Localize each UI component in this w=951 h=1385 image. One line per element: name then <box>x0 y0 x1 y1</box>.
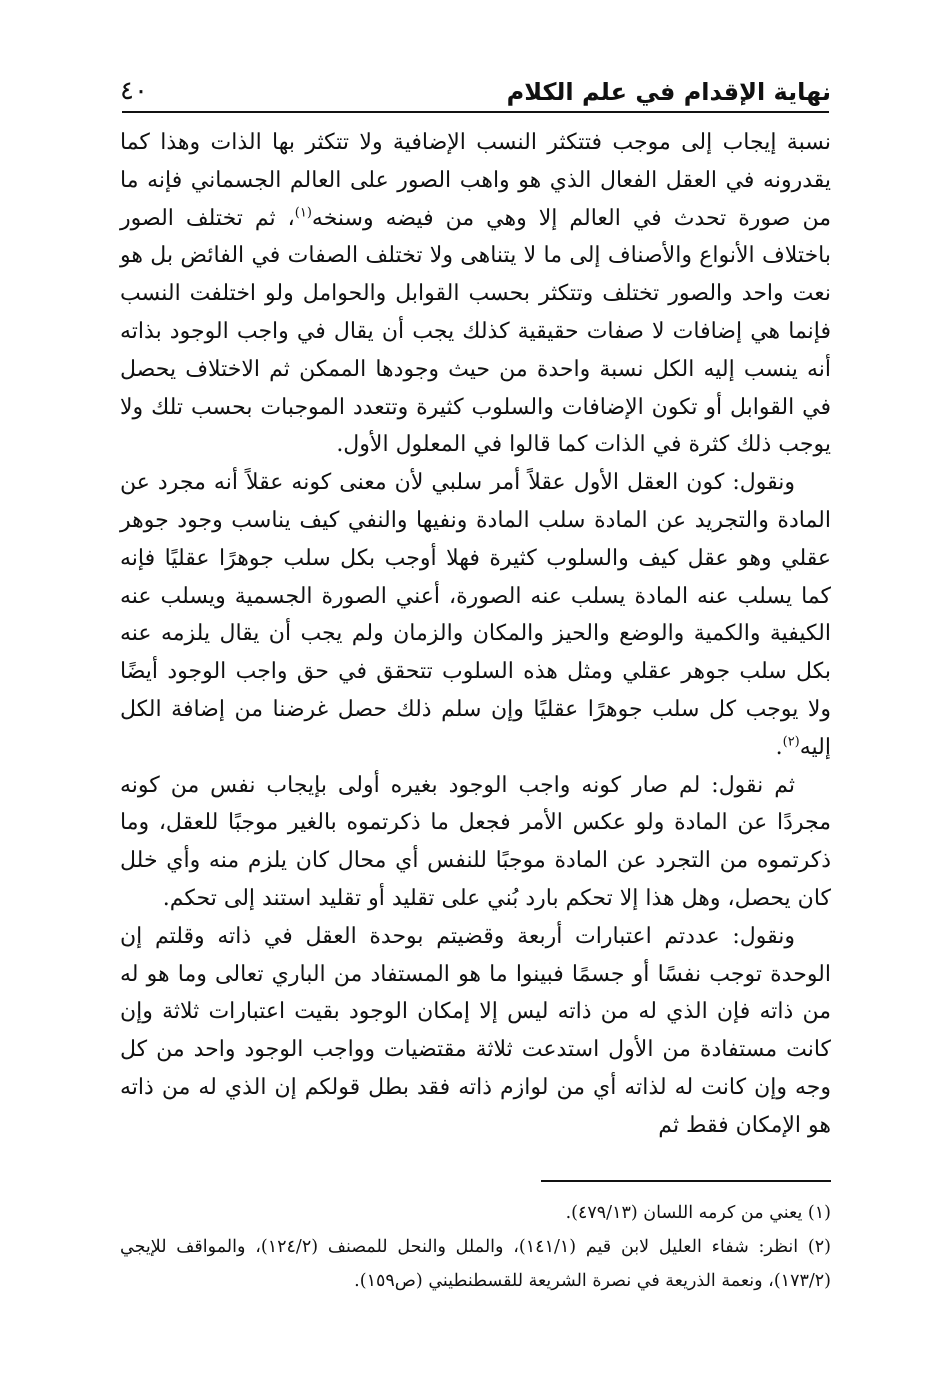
footnote-rule <box>541 1180 831 1182</box>
paragraph-3: ثم نقول: لم صار كونه واجب الوجود بغيره أولى بإيجاب نفس من كونه مجردًا عن المادة ولو عكس الأمر فجعل ما ذكرتموه بالغير موجبًا للعقل، وما ذكرتموه من التجرد عن المادة موجبًا للنفس أي محال كان يلزم منه وأي خلل كان يحصل، وهل هذا إلا تحكم بارد بُني على تقليد أو تقليد استند إلى تحكم. <box>120 772 831 911</box>
main-text <box>120 124 831 1145</box>
paragraph-1 <box>120 124 831 464</box>
paragraph-2-end: . <box>775 734 783 760</box>
paragraph-2 <box>120 464 831 766</box>
footnotes <box>120 1196 831 1298</box>
paragraph-1-text: نسبة إيجاب إلى موجب فتتكثر النسب الإضافية ولا تتكثر بها الذات وهذا كما يقدرونه في العقل الفعال الذي هو واهب الصور على العالم الجسماني فإنه ما من صورة تحدث في العالم إلا وهي من فيضه وسنخه <box>120 130 831 231</box>
footnote-ref-1: (١) <box>294 205 312 221</box>
paragraph-1-continued: ، ثم تختلف الصور باختلاف الأنواع والأصناف إلى ما لا يتناهى ولا تختلف الصفات في الفائض بل هو نعت واحد والصور تختلف وتتكثر بحسب القوابل والحوامل ولو اختلفت النسب فإنما هي إضافات لا صفات حقيقية كذلك يجب أن يقال في واجب الوجود بذاته أنه ينسب إليه الكل نسبة واحدة من حيث وجودها الممكن ثم الاختلاف يحصل في القوابل أو تكون الإضافات والسلوب كثيرة وتتعدد الموجبات بحسب تلك ولا يوجب ذلك كثرة في الذات كما قالوا في المعلول الأول. <box>120 205 831 458</box>
footnote-2: (٢) انظر: شفاء العليل لابن قيم (١٤١/١)، والملل والنحل للمصنف (١٢٤/٢)، والمواقف للإيجي (١٧٣/٢)، ونعمة الذريعة في نصرة الشريعة للقسطنطيني (ص١٥٩). <box>120 1237 831 1291</box>
paragraph-2-text: ونقول: كون العقل الأول عقلاً أمر سلبي لأن معنى كونه عقلاً أنه مجرد عن المادة والتجريد عن المادة سلب المادة ونفيها والنفي كيف يناسب وجود جوهر عقلي وهو عقل كيف والسلوب كثيرة فهلا أوجب بكل سلب جوهرًا عقليًا فإنه كما يسلب عنه المادة يسلب عنه الصورة، أعني الصورة الجسمية ويسلب عنه الكيفية والكمية والوضع والحيز والمكان والزمان ولم يجب أن يقال يلزمه عنه بكل سلب جوهر عقلي ومثل هذه السلوب تتحقق في حق واجب الوجود أيضًا ولا يوجب كل سلب جوهرًا عقليًا وإن سلم ذلك حصل غرضنا من إضافة الكل إليه <box>120 470 831 760</box>
page-number: ٤٠ <box>120 76 148 106</box>
header-rule <box>122 111 829 113</box>
running-title: نهاية الإقدام في علم الكلام <box>506 78 831 106</box>
paragraph-4: ونقول: عددتم اعتبارات أربعة وقضيتم بوحدة العقل في ذاته وقلتم إن الوحدة توجب نفسًا أو جسمًا فبينوا ما هو المستفاد من الباري تعالى وما هو له من ذاته فإن الذي له من ذاته ليس إلا إمكان الوجود بقيت اعتبارات ثلاثة وإن كانت مستفادة من الأول استدعت ثلاثة مقتضيات وواجب الوجود واحد من كل وجه وإن كانت له لذاته أي من لوازم ذاته فقد بطل قولكم إن الذي له من ذاته هو الإمكان فقط ثم <box>120 923 831 1138</box>
footnote-1: (١) يعني من كرمه اللسان (٤٧٩/١٣). <box>565 1203 831 1223</box>
footnote-ref-2: (٢) <box>782 734 800 750</box>
page-header <box>120 66 831 106</box>
